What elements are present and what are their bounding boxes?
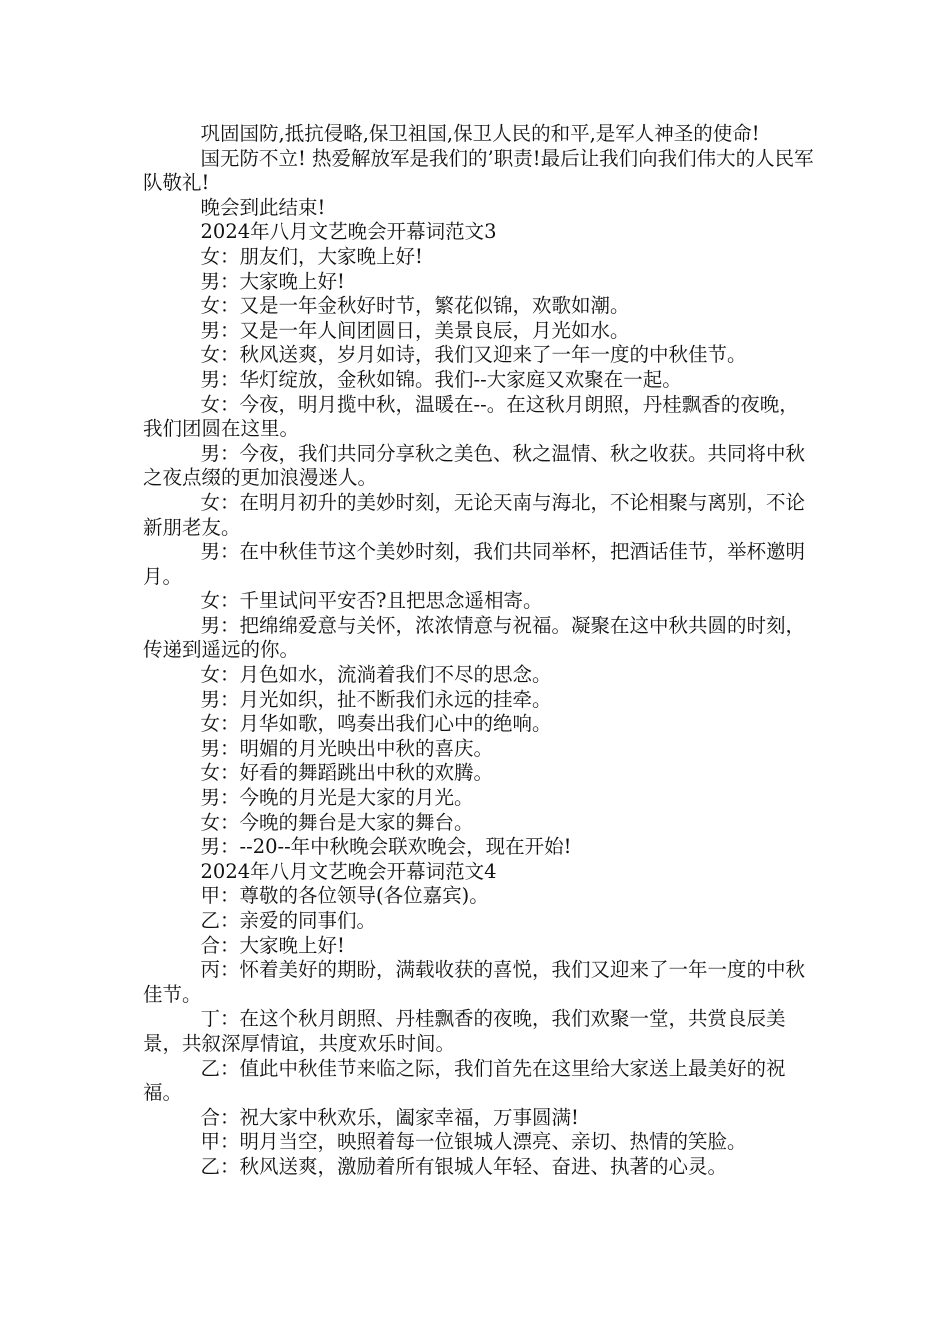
paragraph: 女：月华如歌，鸣奏出我们心中的绝响。 — [200, 712, 552, 736]
paragraph: 男：又是一年人间团圆日，美景良辰，月光如水。 — [200, 318, 630, 342]
paragraph: 男：在中秋佳节这个美妙时刻，我们共同举杯，把酒话佳节，举杯邀明月。 — [143, 540, 806, 588]
paragraph: 女：月色如水，流淌着我们不尽的思念。 — [200, 663, 552, 687]
paragraph: 乙：值此中秋佳节来临之际，我们首先在这里给大家送上最美好的祝福。 — [143, 1056, 786, 1105]
paragraph: 巩固国防,抵抗侵略,保卫祖国,保卫人民的和平,是军人神圣的使命! — [200, 122, 760, 145]
paragraph: 丙：怀着美好的期盼，满载收获的喜悦，我们又迎来了一年一度的中秋佳节。 — [143, 958, 806, 1006]
paragraph: 女：在明月初升的美妙时刻，无论天南与海北，不论相聚与离别，不论新朋老友。 — [143, 490, 806, 539]
paragraph: 甲：明月当空，映照着每一位银城人漂亮、亲切、热情的笑脸。 — [200, 1130, 747, 1154]
paragraph: 女：今夜，明月揽中秋，温暖在--。在这秋月朗照，丹桂飘香的夜晚，我们团圆在这里。 — [143, 392, 799, 441]
section-heading: 2024年八月文艺晚会开幕词范文3 — [200, 220, 497, 244]
paragraph: 女：朋友们，大家晚上好! — [200, 244, 423, 268]
paragraph: 合：大家晚上好! — [200, 933, 345, 957]
paragraph: 女：秋风送爽，岁月如诗，我们又迎来了一年一度的中秋佳节。 — [200, 343, 747, 367]
paragraph: 男：把绵绵爱意与关怀，浓浓情意与祝福。凝聚在这中秋共圆的时刻，传递到遥远的你。 — [143, 613, 806, 662]
paragraph: 男：华灯绽放，金秋如锦。我们--大家庭又欢聚在一起。 — [200, 367, 682, 391]
paragraph: 男：明媚的月光映出中秋的喜庆。 — [200, 736, 494, 760]
paragraph: 丁：在这个秋月朗照、丹桂飘香的夜晚，我们欢聚一堂，共赏良辰美景，共叙深厚情谊，共度欢乐时间。 — [143, 1007, 786, 1055]
paragraph: 国无防不立! 热爱解放军是我们的’职责!最后让我们向我们伟大的人民军队敬礼! — [143, 146, 814, 195]
paragraph: 甲：尊敬的各位领导(各位嘉宾)。 — [200, 884, 489, 908]
paragraph: 乙：亲爱的同事们。 — [200, 909, 377, 932]
paragraph: 女：今晚的舞台是大家的舞台。 — [200, 810, 474, 834]
paragraph: 男：今晚的月光是大家的月光。 — [200, 786, 474, 810]
paragraph: 男：大家晚上好! — [200, 269, 345, 293]
section-heading: 2024年八月文艺晚会开幕词范文4 — [200, 859, 497, 883]
paragraph: 女：又是一年金秋好时节，繁花似锦，欢歌如潮。 — [200, 294, 630, 318]
paragraph: 女：千里试问平安否?且把思念遥相寄。 — [200, 589, 543, 613]
paragraph: 合：祝大家中秋欢乐，阖家幸福，万事圆满! — [200, 1105, 579, 1129]
paragraph: 晚会到此结束! — [200, 195, 326, 219]
paragraph: 男：--20--年中秋晚会联欢晚会，现在开始! — [200, 835, 572, 859]
paragraph: 女：好看的舞蹈跳出中秋的欢腾。 — [200, 761, 494, 785]
paragraph: 男：月光如织，扯不断我们永远的挂牵。 — [200, 687, 552, 711]
paragraph: 乙：秋风送爽，激励着所有银城人年轻、奋进、执著的心灵。 — [200, 1154, 728, 1178]
document-body — [143, 122, 815, 1180]
paragraph: 男：今夜，我们共同分享秋之美色、秋之温情、秋之收获。共同将中秋之夜点缀的更加浪漫迷人。 — [143, 441, 806, 490]
